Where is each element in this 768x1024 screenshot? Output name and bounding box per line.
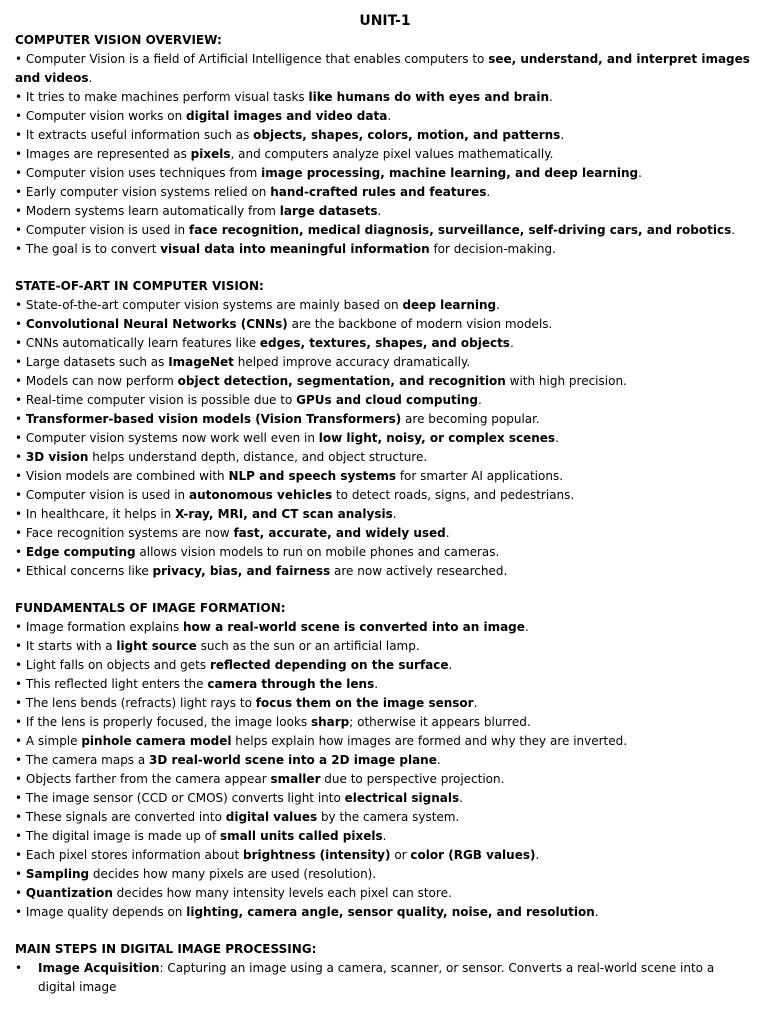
section-heading: COMPUTER VISION OVERVIEW: xyxy=(15,33,222,47)
section-main-steps xyxy=(15,940,755,997)
bullet-item xyxy=(15,334,755,353)
bullet-item xyxy=(15,372,755,391)
bullet-item xyxy=(15,88,755,107)
text-run: • xyxy=(15,886,26,900)
text-run: are becoming popular. xyxy=(401,412,540,426)
bullet-item xyxy=(15,903,755,922)
text-run: • Images are represented as xyxy=(15,147,191,161)
text-run: . xyxy=(731,223,736,237)
bullet-item xyxy=(15,846,755,865)
bold-text: Convolutional Neural Networks (CNNs) xyxy=(25,317,288,331)
text-run: . xyxy=(524,620,529,634)
text-run: • Modern systems learn automatically from xyxy=(15,204,280,218)
bold-text: 3D vision xyxy=(25,450,89,464)
bold-text: Edge computing xyxy=(25,545,136,559)
bullet-item xyxy=(15,391,755,410)
bold-text: large datasets xyxy=(279,204,378,218)
text-run: • xyxy=(15,317,26,331)
text-run: to detect roads, signs, and pedestrians. xyxy=(332,488,575,502)
text-run: • It extracts useful information such as xyxy=(15,128,254,142)
bullet-item xyxy=(15,524,755,543)
text-run: • Each pixel stores information about xyxy=(15,848,243,862)
text-run: • Computer vision works on xyxy=(15,109,187,123)
text-run: • Image formation explains xyxy=(15,620,184,634)
section-gap xyxy=(15,922,755,940)
bullet-item xyxy=(15,107,755,126)
bold-text: edges, textures, shapes, and objects xyxy=(259,336,510,350)
text-run: • If the lens is properly focused, the image looks xyxy=(15,715,311,729)
section xyxy=(15,277,755,581)
bullet-item xyxy=(15,656,755,675)
bullet-item xyxy=(15,770,755,789)
section-heading: STATE-OF-ART IN COMPUTER VISION: xyxy=(15,279,264,293)
bold-text: objects, shapes, colors, motion, and patterns xyxy=(253,128,561,142)
text-run: • The camera maps a xyxy=(15,753,150,767)
text-run: . xyxy=(638,166,642,180)
bullet-item xyxy=(15,164,755,183)
text-run: . xyxy=(560,128,565,142)
bold-text: ImageNet xyxy=(168,355,234,369)
bullet-item xyxy=(15,543,755,562)
text-run: • Computer vision uses techniques from xyxy=(15,166,262,180)
text-run: . xyxy=(549,90,553,104)
text-run: . xyxy=(377,204,382,218)
bullet-item xyxy=(15,637,755,656)
bold-text: brightness (intensity) xyxy=(243,848,391,862)
text-run: • Image quality depends on xyxy=(15,905,187,919)
bold-text: Quantization xyxy=(25,886,113,900)
text-run: • This reflected light enters the xyxy=(15,677,208,691)
bold-text: Sampling xyxy=(25,867,90,881)
bold-text: camera through the lens xyxy=(207,677,375,691)
bold-text: X-ray, MRI, and CT scan analysis xyxy=(175,507,393,521)
bold-text: electrical signals xyxy=(344,791,460,805)
section-gap xyxy=(15,259,755,277)
text-run: : Capturing an image using a camera, scanner, or sensor. Converts a real-world scene into a digital image xyxy=(38,961,715,994)
bullet-item xyxy=(15,353,755,372)
text-run: • xyxy=(15,545,26,559)
bullet-item xyxy=(15,618,755,637)
text-run: • xyxy=(15,450,26,464)
bullet-item xyxy=(15,505,755,524)
text-run: • Real-time computer vision is possible due to xyxy=(15,393,297,407)
text-run: helps understand depth, distance, and object structure. xyxy=(88,450,428,464)
sections-container xyxy=(15,31,755,922)
text-run: allows vision models to run on mobile phones and cameras. xyxy=(135,545,500,559)
bold-text: like humans do with eyes and brain xyxy=(308,90,549,104)
text-run: • It tries to make machines perform visual tasks xyxy=(15,90,309,104)
text-run: for smarter AI applications. xyxy=(396,469,564,483)
bullet-item xyxy=(15,145,755,164)
bullet-item xyxy=(15,202,755,221)
bold-text: pinhole camera model xyxy=(81,734,232,748)
bullet-item xyxy=(15,732,755,751)
bullet-item xyxy=(15,751,755,770)
bold-text: visual data into meaningful information xyxy=(160,242,430,256)
text-run: due to perspective projection. xyxy=(320,772,505,786)
bullet-item xyxy=(15,884,755,903)
text-run: • CNNs automatically learn features like xyxy=(15,336,260,350)
text-run: • It starts with a xyxy=(15,639,117,653)
bold-text: lighting, camera angle, sensor quality, noise, and resolution xyxy=(186,905,595,919)
bold-text: Image Acquisition xyxy=(38,961,160,975)
bullet-item xyxy=(15,126,755,145)
section-heading: FUNDAMENTALS OF IMAGE FORMATION: xyxy=(15,601,286,615)
bullet-item xyxy=(15,296,755,315)
text-run: . xyxy=(473,696,478,710)
text-run: • xyxy=(15,867,26,881)
bold-text: autonomous vehicles xyxy=(188,488,333,502)
section xyxy=(15,31,755,259)
bullet-item xyxy=(15,562,755,581)
text-run: helps explain how images are formed and why they are inverted. xyxy=(231,734,628,748)
bullet-item xyxy=(15,808,755,827)
text-run: for decision-making. xyxy=(429,242,556,256)
bullet-item xyxy=(15,865,755,884)
bold-text: reflected depending on the surface xyxy=(209,658,449,672)
bullet-item xyxy=(15,827,755,846)
text-run: ; otherwise it appears blurred. xyxy=(349,715,531,729)
text-run: . xyxy=(392,507,397,521)
text-run: are the backbone of modern vision models. xyxy=(287,317,553,331)
bold-text: light source xyxy=(116,639,197,653)
bold-text: NLP and speech systems xyxy=(228,469,396,483)
bullet-item xyxy=(15,240,755,259)
text-run: . xyxy=(535,848,540,862)
bold-text: smaller xyxy=(270,772,321,786)
section-heading: MAIN STEPS IN DIGITAL IMAGE PROCESSING: xyxy=(15,942,317,956)
bold-text: color (RGB values) xyxy=(410,848,536,862)
text-run: • Models can now perform xyxy=(15,374,178,388)
text-run: are now actively researched. xyxy=(330,564,508,578)
text-run: • Vision models are combined with xyxy=(15,469,229,483)
bullet-item xyxy=(15,429,755,448)
text-run: helped improve accuracy dramatically. xyxy=(233,355,471,369)
bold-text: object detection, segmentation, and recognition xyxy=(177,374,506,388)
text-run: • Large datasets such as xyxy=(15,355,169,369)
bold-text: fast, accurate, and widely used xyxy=(233,526,446,540)
text-run: . xyxy=(478,393,482,407)
bold-text: low light, noisy, or complex scenes xyxy=(318,431,556,445)
text-run: . xyxy=(459,791,463,805)
text-run: • Computer vision is used in xyxy=(15,488,189,502)
text-run: with high precision. xyxy=(505,374,627,388)
text-run: . xyxy=(509,336,514,350)
document-title: UNIT-1 xyxy=(359,13,411,29)
text-run: • Objects farther from the camera appear xyxy=(15,772,271,786)
bullet-item xyxy=(15,675,755,694)
steps-list xyxy=(15,959,755,997)
bullet-item xyxy=(15,467,755,486)
bold-text: hand-crafted rules and features xyxy=(270,185,487,199)
text-run: . xyxy=(88,71,93,85)
bullet-item xyxy=(15,694,755,713)
text-run: . xyxy=(496,298,500,312)
document xyxy=(15,12,755,997)
step-item xyxy=(15,959,755,997)
text-run: . xyxy=(448,658,453,672)
text-run: . xyxy=(445,526,450,540)
text-run: • In healthcare, it helps in xyxy=(15,507,176,521)
bullet-icon: • xyxy=(15,961,23,975)
bullet-item xyxy=(15,221,755,240)
text-run: . xyxy=(436,753,441,767)
text-run: . xyxy=(387,109,392,123)
text-run: • A simple xyxy=(15,734,82,748)
text-run: • Computer vision systems now work well even in xyxy=(15,431,319,445)
bullet-item xyxy=(15,410,755,429)
bullet-item xyxy=(15,183,755,202)
bold-text: sharp xyxy=(310,715,350,729)
text-run: decides how many pixels are used (resolution). xyxy=(89,867,377,881)
text-run: • The lens bends (refracts) light rays to xyxy=(15,696,256,710)
bold-text: focus them on the image sensor xyxy=(255,696,474,710)
bullet-item xyxy=(15,50,755,88)
bold-text: 3D real-world scene into a 2D image plane xyxy=(149,753,437,767)
bold-text: digital images and video data xyxy=(186,109,388,123)
text-run: • Early computer vision systems relied on xyxy=(15,185,271,199)
text-run: , and computers analyze pixel values mathematically. xyxy=(230,147,554,161)
bullet-item xyxy=(15,315,755,334)
bullet-item xyxy=(15,789,755,808)
bold-text: deep learning xyxy=(402,298,497,312)
text-run: decides how many intensity levels each pixel can store. xyxy=(112,886,452,900)
text-run: . xyxy=(374,677,379,691)
text-run: • The image sensor (CCD or CMOS) converts light into xyxy=(15,791,345,805)
text-run: • These signals are converted into xyxy=(15,810,226,824)
bold-text: pixels xyxy=(190,147,231,161)
bold-text: see, understand, and interpret images and videos xyxy=(15,52,750,85)
bold-text: digital values xyxy=(225,810,318,824)
text-run: • xyxy=(15,412,26,426)
text-run: or xyxy=(390,848,411,862)
text-run: . xyxy=(382,829,387,843)
bold-text: Transformer-based vision models (Vision Transformers) xyxy=(25,412,402,426)
text-run: . xyxy=(594,905,599,919)
bullet-item xyxy=(15,448,755,467)
text-run: • The goal is to convert xyxy=(15,242,161,256)
text-run: • The digital image is made up of xyxy=(15,829,221,843)
text-run: • Ethical concerns like xyxy=(15,564,153,578)
section xyxy=(15,599,755,922)
text-run: • Computer Vision is a field of Artificial Intelligence that enables computers to xyxy=(15,52,489,66)
text-run: • Light falls on objects and gets xyxy=(15,658,210,672)
bold-text: privacy, bias, and fairness xyxy=(152,564,331,578)
bold-text: small units called pixels xyxy=(220,829,383,843)
bullet-item xyxy=(15,486,755,505)
text-run: . xyxy=(486,185,491,199)
text-run: by the camera system. xyxy=(317,810,460,824)
section-gap xyxy=(15,581,755,599)
text-run: • State-of-the-art computer vision systems are mainly based on xyxy=(15,298,403,312)
bold-text: GPUs and cloud computing xyxy=(296,393,478,407)
text-run: • Face recognition systems are now xyxy=(15,526,234,540)
text-run: . xyxy=(555,431,559,445)
text-run: • Computer vision is used in xyxy=(15,223,189,237)
text-run: such as the sun or an artificial lamp. xyxy=(196,639,420,653)
bold-text: image processing, machine learning, and deep learning xyxy=(261,166,639,180)
bold-text: how a real-world scene is converted into an image xyxy=(183,620,525,634)
bold-text: face recognition, medical diagnosis, surveillance, self-driving cars, and robotics xyxy=(188,223,732,237)
bullet-item xyxy=(15,713,755,732)
